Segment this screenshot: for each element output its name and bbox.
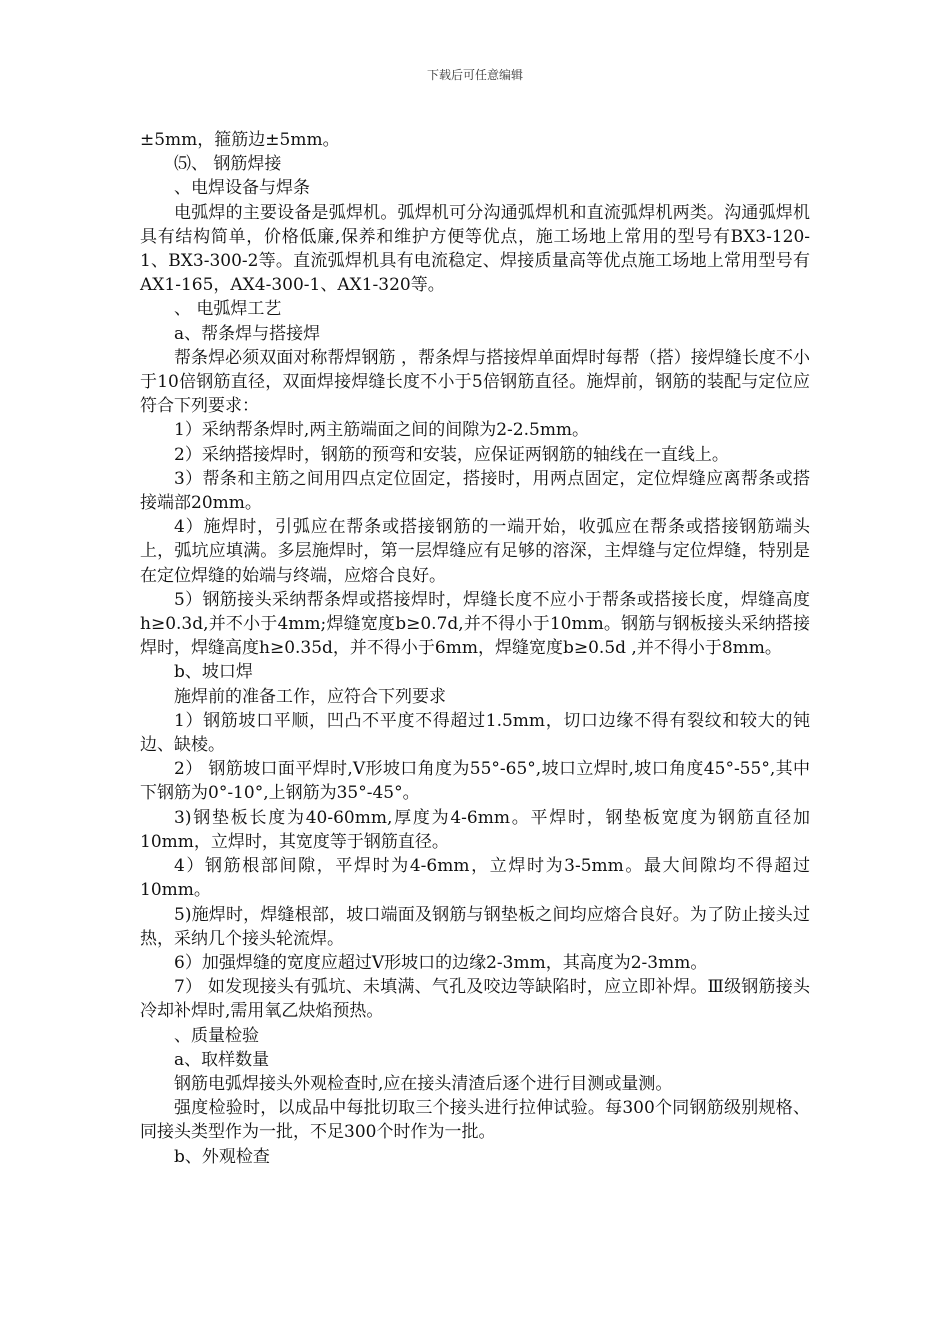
paragraph: 帮条焊必须双面对称帮焊钢筋 ，帮条焊与搭接焊单面焊时每帮（搭）接焊缝长度不小于10倍钢筋直径，双面焊接焊缝长度不小于5倍钢筋直径。施焊前，钢筋的装配与定位应符合下列要求： <box>140 347 810 417</box>
list-item: 5)施焊时，焊缝根部，坡口端面及钢筋与钢垫板之间均应熔合良好。为了防止接头过热，采纳几个接头轮流焊。 <box>140 904 810 949</box>
document-body <box>140 128 810 1169</box>
list-item: 2）采纳搭接焊时，钢筋的预弯和安装，应保证两钢筋的轴线在一直线上。 <box>174 444 729 465</box>
list-item: 1）钢筋坡口平顺，凹凸不平度不得超过1.5mm，切口边缘不得有裂纹和较大的钝边、缺棱。 <box>140 710 810 756</box>
paragraph: 电弧焊的主要设备是弧焊机。弧焊机可分沟通弧焊机和直流弧焊机两类。沟通弧焊机具有结构简单，价格低廉,保养和维护方便等优点，施工场地上常用的型号有BX3-120-1、BX3-300-2等。直流弧焊机具有电流稳定、焊接质量高等优点施工场地上常用型号有AX1-165，AX4-300-1、AX1-320等。 <box>140 202 810 296</box>
list-item: 4）钢筋根部间隙，平焊时为4-6mm，立焊时为3-5mm。最大间隙均不得超过10mm。 <box>140 856 810 901</box>
section-heading: ⑸、 钢筋焊接 <box>174 154 282 175</box>
list-item: 7） 如发现接头有弧坑、未填满、气孔及咬边等缺陷时，应立即补焊。Ⅲ级钢筋接头冷却补焊时,需用氧乙炔焰预热。 <box>140 977 810 1022</box>
subsection-heading: 、电焊设备与焊条 <box>174 178 310 199</box>
item-heading: a、取样数量 <box>174 1049 270 1070</box>
item-heading: b、外观检查 <box>174 1146 270 1167</box>
list-item: 1）采纳帮条焊时,两主筋端面之间的间隙为2-2.5mm。 <box>174 420 590 441</box>
subsection-heading: 、质量检验 <box>174 1025 259 1046</box>
list-item: 5）钢筋接头采纳帮条焊或搭接焊时，焊缝长度不应小于帮条或搭接长度，焊缝高度h≥0.3d,并不小于4mm;焊缝宽度b≥0.7d,并不得小于10mm。钢筋与钢板接头采纳搭接焊时，焊缝高度h≥0.35d，并不得小于6mm，焊缝宽度b≥0.5d ,并不得小于8mm。 <box>140 589 810 659</box>
paragraph: 施焊前的准备工作，应符合下列要求 <box>174 686 446 707</box>
subsection-heading: 、 电弧焊工艺 <box>174 299 282 320</box>
item-heading: a、帮条焊与搭接焊 <box>174 323 321 344</box>
page-header: 下载后可任意编辑 <box>426 68 523 82</box>
paragraph: 钢筋电弧焊接头外观检查时,应在接头清渣后逐个进行目测或量测。 <box>174 1073 673 1094</box>
paragraph: ±5mm，箍筋边±5mm。 <box>140 130 340 150</box>
list-item: 2） 钢筋坡口面平焊时,V形坡口角度为55°-65°,坡口立焊时,坡口角度45°-55°,其中下钢筋为0°-10°,上钢筋为35°-45°。 <box>140 759 810 804</box>
list-item: 4）施焊时，引弧应在帮条或搭接钢筋的一端开始，收弧应在帮条或搭接钢筋端头上，弧坑应填满。多层施焊时，第一层焊缝应有足够的溶深，主焊缝与定位焊缝，特别是在定位焊缝的始端与终端，应熔合良好。 <box>140 517 810 586</box>
list-item: 3)钢垫板长度为40-60mm,厚度为4-6mm。平焊时，钢垫板宽度为钢筋直径加10mm，立焊时，其宽度等于钢筋直径。 <box>140 807 810 852</box>
list-item: 6）加强焊缝的宽度应超过V形坡口的边缘2-3mm，其高度为2-3mm。 <box>174 952 708 973</box>
paragraph: 强度检验时，以成品中每批切取三个接头进行拉伸试验。每300个同钢筋级别规格、同接头类型作为一批，不足300个时作为一批。 <box>140 1098 810 1143</box>
item-heading: b、坡口焊 <box>174 662 253 683</box>
list-item: 3）帮条和主筋之间用四点定位固定，搭接时，用两点固定，定位焊缝应离帮条或搭接端部20mm。 <box>140 468 810 514</box>
